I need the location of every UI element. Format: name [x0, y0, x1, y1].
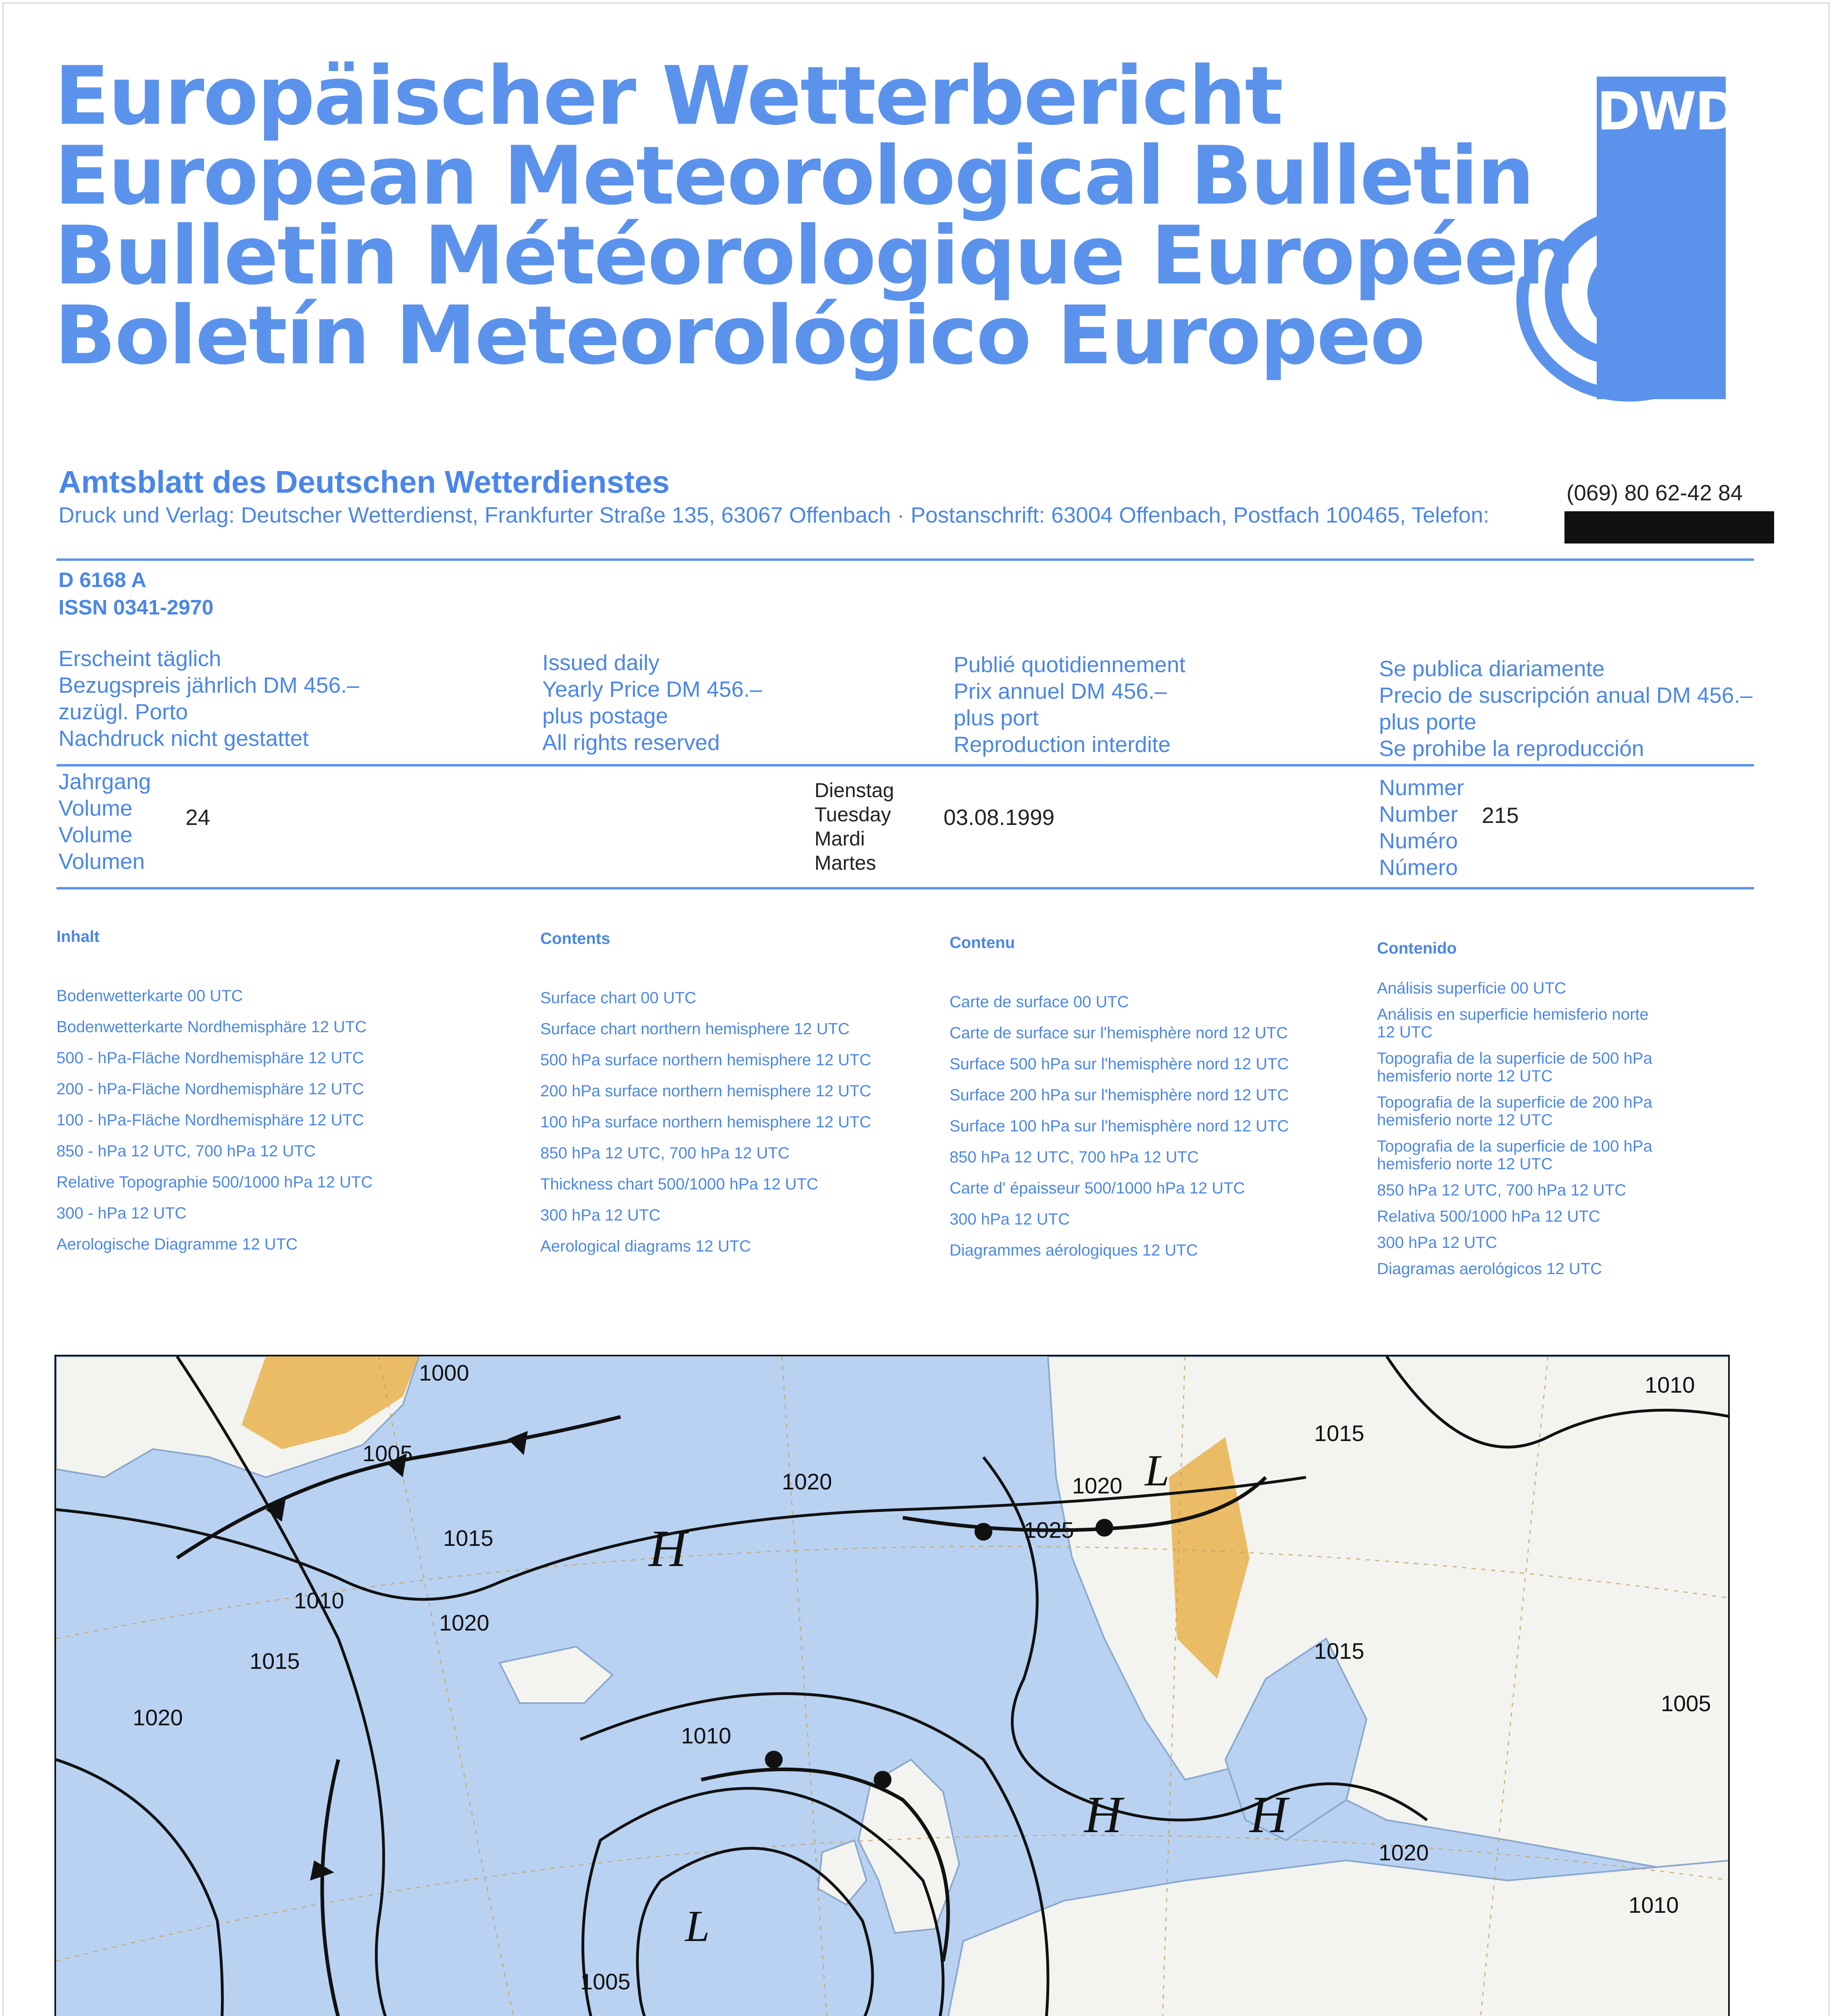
contents-item: Surface 200 hPa sur l'hemisphère nord 12 UTC: [950, 1086, 1289, 1104]
isobar-label: 1020: [782, 1469, 832, 1494]
contents-item: Surface 100 hPa sur l'hemisphère nord 12 UTC: [950, 1117, 1289, 1135]
volume-value: 24: [185, 805, 210, 830]
isobar-label: 1020: [1072, 1473, 1123, 1498]
contents-item: 100 - hPa-Fläche Nordhemisphäre 12 UTC: [56, 1111, 364, 1129]
contents-item: Carte de surface 00 UTC: [950, 993, 1129, 1011]
number-label: Número: [1379, 855, 1458, 880]
d-number: D 6168 A: [58, 569, 146, 592]
title-german: Europäischer Wetterbericht: [54, 49, 1282, 143]
map-canvas: [56, 1356, 1730, 2016]
weekday-label: Tuesday: [814, 803, 891, 826]
issue-info-en: [542, 649, 762, 756]
weekday-label: Martes: [814, 852, 876, 874]
contents-item: 200 - hPa-Fläche Nordhemisphäre 12 UTC: [56, 1080, 364, 1098]
publication-ids: [58, 566, 214, 621]
contents-en: [540, 923, 871, 1262]
contents-item: Diagrammes aérologiques 12 UTC: [950, 1241, 1198, 1259]
front-semicircle: [1096, 1519, 1113, 1537]
isobar-label: 1005: [1661, 1691, 1711, 1716]
contents-item: 850 hPa 12 UTC, 700 hPa 12 UTC: [950, 1148, 1199, 1166]
weekday-label: Dienstag: [814, 779, 894, 802]
high-pressure-symbol: H: [649, 1520, 687, 1578]
greenland-icecap-shading: [242, 1356, 419, 1449]
front-semicircle: [975, 1523, 992, 1541]
graticule-line: [782, 1356, 862, 2016]
contents-item: Thickness chart 500/1000 hPa 12 UTC: [540, 1175, 819, 1193]
divider-line: [56, 887, 1754, 889]
bulletin-titles: [54, 49, 1574, 383]
issue-line: Publié quotidiennement: [954, 652, 1185, 677]
contents-item: 300 - hPa 12 UTC: [56, 1204, 187, 1222]
isobar-label: 1005: [580, 1969, 631, 1994]
issue-line: Se prohibe la reproducción: [1379, 736, 1644, 761]
number-label: Nummer: [1379, 775, 1464, 800]
dwd-logo: [1500, 77, 1737, 399]
isobar-label: 1015: [1314, 1638, 1364, 1664]
contents-fr: [950, 927, 1289, 1266]
contents-item: Diagramas aerológicos 12 UTC: [1377, 1260, 1602, 1278]
contents-item: 850 - hPa 12 UTC, 700 hPa 12 UTC: [56, 1142, 316, 1160]
contents-item: Topografia de la superficie de 100 hPa hemisferio norte 12 UTC: [1377, 1137, 1652, 1173]
front-triangle: [508, 1431, 528, 1455]
number-label: Number: [1379, 802, 1458, 827]
contents-item: Carte d' épaisseur 500/1000 hPa 12 UTC: [950, 1179, 1245, 1197]
contents-heading: Contenido: [1377, 939, 1457, 957]
isobar-line: [56, 1760, 223, 2016]
isobar-label: 1015: [250, 1648, 300, 1674]
number-label: Numéro: [1379, 828, 1458, 853]
issue-line: Issued daily: [542, 650, 660, 675]
isobar-label: 1005: [362, 1441, 413, 1466]
contents-item: Bodenwetterkarte Nordhemisphäre 12 UTC: [56, 1018, 367, 1036]
contents-item: 100 hPa surface northern hemisphere 12 UTC: [540, 1113, 871, 1131]
front-semicircle: [874, 1771, 892, 1789]
issue-number: 215: [1482, 803, 1519, 828]
issue-line: Nachdruck nicht gestattet: [58, 726, 309, 751]
issue-line: Reproduction interdite: [954, 732, 1171, 757]
contents-item: Relative Topographie 500/1000 hPa 12 UTC: [56, 1173, 373, 1191]
title-french: Bulletin Météorologique Européen: [54, 209, 1574, 303]
contents-heading: Contents: [540, 930, 610, 948]
weekday-label: Mardi: [814, 827, 865, 850]
contents-item: 850 hPa 12 UTC, 700 hPa 12 UTC: [1377, 1181, 1627, 1199]
contents-item: Análisis en superficie hemisferio norte 12 UTC: [1377, 1006, 1649, 1041]
contents-item: Surface chart 00 UTC: [540, 989, 696, 1007]
isobar-label: 1000: [419, 1360, 469, 1385]
contents-item: Surface chart northern hemisphere 12 UTC: [540, 1020, 850, 1038]
isobar-label: 1010: [1645, 1372, 1695, 1397]
volume-label: Volume: [58, 796, 133, 821]
isobar-label: 1015: [443, 1525, 494, 1551]
contents-item: Topografia de la superficie de 500 hPa hemisferio norte 12 UTC: [1377, 1050, 1652, 1085]
issue-line: Prix annuel DM 456.–: [954, 679, 1167, 704]
number-labels: [1379, 774, 1464, 881]
volume-label: Jahrgang: [58, 769, 151, 794]
spiral-icon: [1500, 177, 1726, 403]
issue-line: Se publica diariamente: [1379, 656, 1605, 681]
contents-item: Bodenwetterkarte 00 UTC: [56, 987, 243, 1005]
publisher-block: [58, 464, 1489, 528]
redacted-bar: [1564, 511, 1774, 544]
issue-line: Bezugspreis jährlich DM 456.–: [58, 673, 359, 698]
contents-item: 500 hPa surface northern hemisphere 12 UTC: [540, 1051, 871, 1069]
high-pressure-symbol: H: [1250, 1786, 1287, 1844]
isobar-label: 1020: [439, 1610, 489, 1635]
contents-item: 850 hPa 12 UTC, 700 hPa 12 UTC: [540, 1144, 790, 1162]
issue-line: plus postage: [542, 703, 668, 728]
title-spanish: Boletín Meteorológico Europeo: [54, 289, 1425, 383]
low-pressure-symbol: L: [1145, 1446, 1170, 1495]
issue-line: Precio de suscripción anual DM 456.–: [1379, 683, 1753, 708]
isobar-label: 1010: [681, 1723, 731, 1748]
contents-item: Carte de surface sur l'hemisphère nord 12 UTC: [950, 1024, 1288, 1042]
issue-line: All rights reserved: [542, 730, 720, 755]
issue-info-es: [1379, 655, 1752, 762]
contents-de: [56, 921, 373, 1260]
isobar-label: 1025: [1024, 1517, 1074, 1543]
contents-item: Topografia de la superficie de 200 hPa hemisferio norte 12 UTC: [1377, 1093, 1652, 1129]
publisher-title: Amtsblatt des Deutschen Wetterdienstes: [58, 464, 670, 500]
issue-line: plus port: [954, 705, 1039, 730]
contents-item: 300 hPa 12 UTC: [1377, 1234, 1497, 1252]
issue-line: plus porte: [1379, 709, 1477, 734]
issue-line: zuzügl. Porto: [58, 699, 188, 724]
divider-line: [56, 558, 1754, 561]
issue-info-de: [58, 645, 359, 752]
contents-item: Relativa 500/1000 hPa 12 UTC: [1377, 1208, 1600, 1225]
isobar-label: 1020: [133, 1705, 183, 1730]
contents-item: Análisis superficie 00 UTC: [1377, 979, 1566, 997]
issue-date: 03.08.1999: [944, 805, 1055, 830]
divider-line: [56, 764, 1754, 766]
volume-label: Volumen: [58, 849, 145, 874]
issn: ISSN 0341-2970: [58, 596, 214, 619]
high-pressure-symbol: H: [1084, 1786, 1122, 1844]
issue-line: Yearly Price DM 456.–: [542, 677, 762, 702]
contents-item: 300 hPa 12 UTC: [950, 1210, 1070, 1228]
isobar-label: 1010: [294, 1588, 344, 1613]
low-pressure-symbol: L: [685, 1901, 710, 1951]
volume-label: Volume: [58, 822, 133, 847]
issue-line: Erscheint täglich: [58, 646, 221, 671]
contents-es: [1377, 939, 1667, 1286]
phone-number: (069) 80 62-42 84: [1566, 480, 1743, 505]
isobar-label: 1015: [1314, 1420, 1364, 1446]
contents-heading: Contenu: [950, 934, 1015, 952]
contents-heading: Inhalt: [56, 928, 100, 946]
front-semicircle: [765, 1751, 783, 1768]
scandinavia-landmass: [1048, 1356, 1730, 1881]
contents-item: 500 - hPa-Fläche Nordhemisphäre 12 UTC: [56, 1049, 364, 1067]
contents-item: Surface 500 hPa sur l'hemisphère nord 12 UTC: [950, 1055, 1289, 1073]
contents-item: 200 hPa surface northern hemisphere 12 UTC: [540, 1082, 871, 1100]
iceland-landmass: [500, 1647, 612, 1703]
cold-front: [322, 1760, 459, 2016]
surface-weather-map: [54, 1355, 1730, 2016]
isobar-label: 1020: [1379, 1840, 1429, 1865]
contents-item: Aerologische Diagramme 12 UTC: [56, 1235, 298, 1253]
volume-labels: [58, 768, 151, 875]
title-english: European Meteorological Bulletin: [54, 129, 1533, 223]
contents-item: 300 hPa 12 UTC: [540, 1206, 660, 1224]
contents-item: Aerological diagrams 12 UTC: [540, 1237, 751, 1255]
issue-info-fr: [954, 651, 1185, 758]
weekday-labels: [814, 778, 894, 875]
publisher-address: Druck und Verlag: Deutscher Wetterdienst, Frankfurter Straße 135, 63067 Offenbach · Postanschrift: 63004 Offenbach, Postfach 100465, Telefon:: [58, 502, 1489, 527]
logo-text: DWD: [1597, 81, 1737, 142]
isobar-label: 1010: [1629, 1892, 1679, 1918]
